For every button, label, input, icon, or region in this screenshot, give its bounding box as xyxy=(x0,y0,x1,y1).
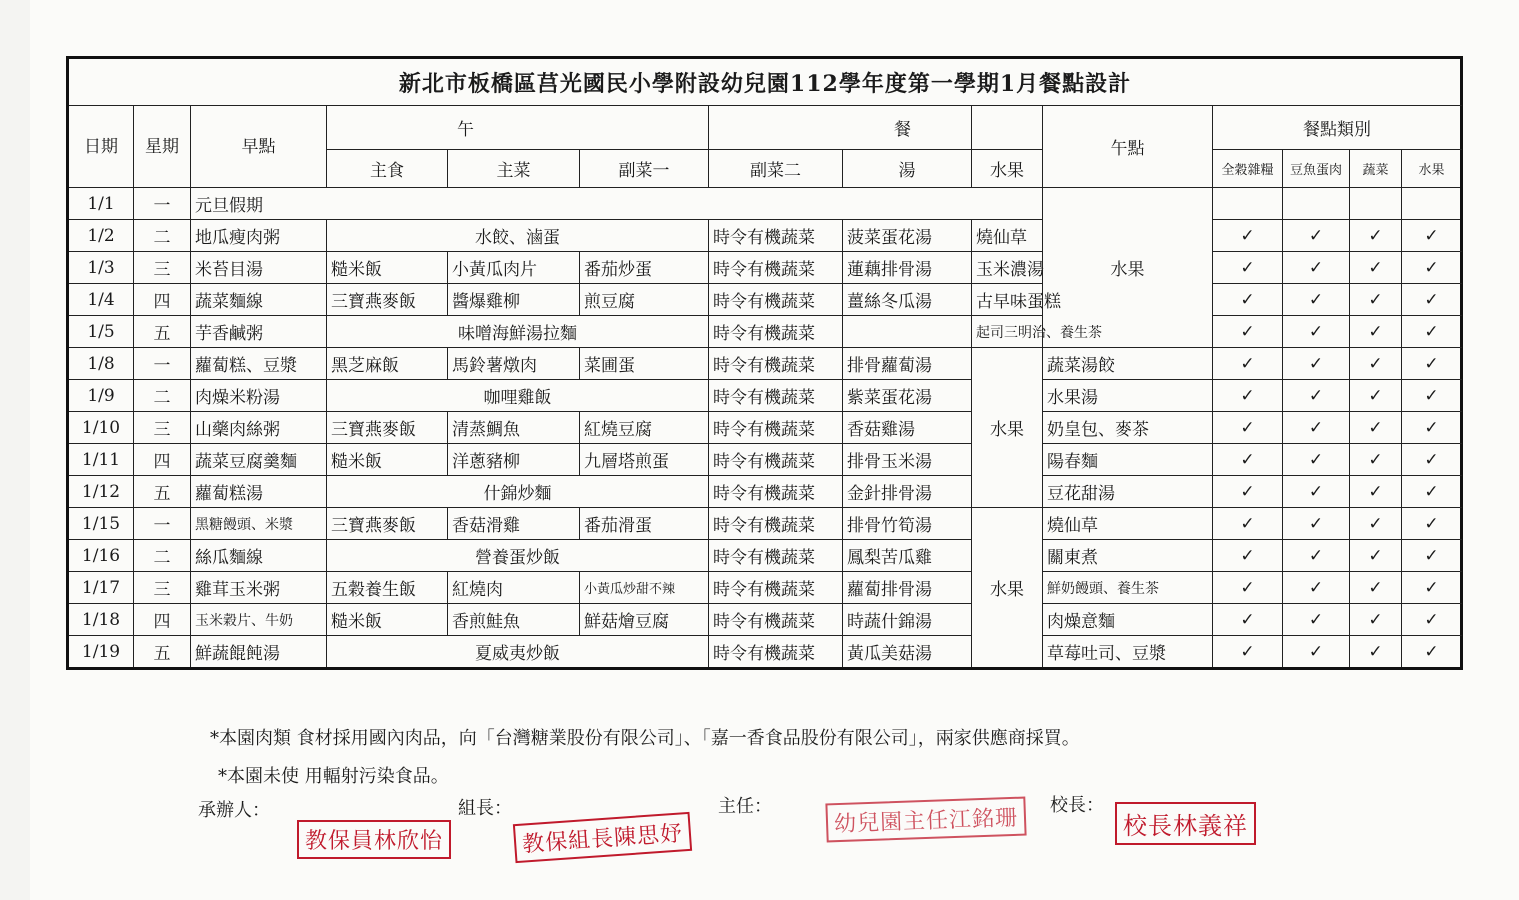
soup-cell: 鳳梨苦瓜雞 xyxy=(843,540,972,572)
side2-cell: 時令有機蔬菜 xyxy=(709,636,843,669)
breakfast-cell: 地瓜瘦肉粥 xyxy=(191,220,327,252)
date-cell: 1/2 xyxy=(68,220,134,252)
weekday-cell: 三 xyxy=(134,572,191,604)
check-protein: ✓ xyxy=(1283,604,1350,636)
check-protein: ✓ xyxy=(1283,476,1350,508)
check-veg: ✓ xyxy=(1350,636,1402,669)
weekday-cell: 三 xyxy=(134,252,191,284)
check-grain: ✓ xyxy=(1213,604,1283,636)
staple-cell: 糙米飯 xyxy=(327,604,448,636)
main-dish-cell: 醬爆雞柳 xyxy=(448,284,580,316)
check-protein: ✓ xyxy=(1283,444,1350,476)
header-lunch-right: 餐 xyxy=(709,106,972,150)
check-protein: ✓ xyxy=(1283,412,1350,444)
staple-cell: 黑芝麻飯 xyxy=(327,348,448,380)
breakfast-cell: 黑糖饅頭、米漿 xyxy=(191,508,327,540)
soup-cell: 香菇雞湯 xyxy=(843,412,972,444)
soup-cell: 蘿蔔排骨湯 xyxy=(843,572,972,604)
side1-cell: 番茄滑蛋 xyxy=(580,508,709,540)
check-fruit: ✓ xyxy=(1402,508,1462,540)
weekday-cell: 二 xyxy=(134,380,191,412)
snack-cell: 奶皇包、麥茶 xyxy=(1043,412,1213,444)
header-staple: 主食 xyxy=(327,150,448,188)
check-grain: ✓ xyxy=(1213,636,1283,669)
snack-cell: 草莓吐司、豆漿 xyxy=(1043,636,1213,669)
check-grain: ✓ xyxy=(1213,444,1283,476)
check-grain: ✓ xyxy=(1213,380,1283,412)
check-veg: ✓ xyxy=(1350,316,1402,348)
date-cell: 1/1 xyxy=(68,188,134,220)
snack-cell: 蔬菜湯餃 xyxy=(1043,348,1213,380)
check-fruit: ✓ xyxy=(1402,380,1462,412)
date-cell: 1/18 xyxy=(68,604,134,636)
snack-cell: 鮮奶饅頭、養生茶 xyxy=(1043,572,1213,604)
header-main-dish: 主菜 xyxy=(448,150,580,188)
check-protein: ✓ xyxy=(1283,284,1350,316)
soup-cell: 時蔬什錦湯 xyxy=(843,604,972,636)
side2-cell: 時令有機蔬菜 xyxy=(709,284,843,316)
stamp-director: 幼兒園主任江銘珊 xyxy=(825,797,1026,843)
page-title: 新北市板橋區莒光國民小學附設幼兒園112學年度第一學期1月餐點設計 xyxy=(68,58,1462,106)
side2-cell: 時令有機蔬菜 xyxy=(709,252,843,284)
table-row xyxy=(68,220,1462,252)
side2-cell: 時令有機蔬菜 xyxy=(709,508,843,540)
check-veg: ✓ xyxy=(1350,284,1402,316)
check-veg: ✓ xyxy=(1350,508,1402,540)
check-veg: ✓ xyxy=(1350,252,1402,284)
check-veg: ✓ xyxy=(1350,348,1402,380)
breakfast-cell: 蘿蔔糕、豆漿 xyxy=(191,348,327,380)
check-protein xyxy=(1350,188,1402,220)
director-label: 主任： xyxy=(718,796,772,817)
check-fruit: ✓ xyxy=(1402,572,1462,604)
side2-cell: 時令有機蔬菜 xyxy=(709,412,843,444)
check-fruit: ✓ xyxy=(1402,284,1462,316)
soup-cell: 蓮藕排骨湯 xyxy=(843,252,972,284)
weekday-cell: 四 xyxy=(134,284,191,316)
table-row xyxy=(68,188,1462,220)
soup-cell: 排骨蘿蔔湯 xyxy=(843,348,972,380)
check-grain: ✓ xyxy=(1213,348,1283,380)
main-dish-cell: 馬鈴薯燉肉 xyxy=(448,348,580,380)
check-protein: ✓ xyxy=(1283,540,1350,572)
snack-cell: 古早味蛋糕 xyxy=(972,284,1043,316)
check-protein: ✓ xyxy=(1283,572,1350,604)
merged-lunch-cell: 水餃、滷蛋 xyxy=(327,220,709,252)
snack-cell: 關東煮 xyxy=(1043,540,1213,572)
leader-label: 組長： xyxy=(458,798,512,819)
check-grain: ✓ xyxy=(1213,540,1283,572)
check-veg: ✓ xyxy=(1350,444,1402,476)
weekday-cell: 三 xyxy=(134,412,191,444)
breakfast-cell: 蘿蔔糕湯 xyxy=(191,476,327,508)
snack-cell: 陽春麵 xyxy=(1043,444,1213,476)
table-row xyxy=(68,380,1462,412)
date-cell: 1/19 xyxy=(68,636,134,669)
breakfast-cell: 雞茸玉米粥 xyxy=(191,572,327,604)
side2-cell: 時令有機蔬菜 xyxy=(709,540,843,572)
check-fruit: ✓ xyxy=(1402,412,1462,444)
merged-lunch-cell: 味噌海鮮湯拉麵 xyxy=(327,316,709,348)
check-fruit: ✓ xyxy=(1402,444,1462,476)
check-fruit: ✓ xyxy=(1402,604,1462,636)
date-cell: 1/12 xyxy=(68,476,134,508)
merged-lunch-cell: 夏威夷炒飯 xyxy=(327,636,709,669)
side2-cell: 時令有機蔬菜 xyxy=(709,380,843,412)
soup-cell xyxy=(843,316,972,348)
check-protein: ✓ xyxy=(1283,316,1350,348)
header-date: 日期 xyxy=(68,106,134,188)
meal-rows xyxy=(68,188,1462,669)
stamp-leader: 教保組長陳思妤 xyxy=(513,812,692,863)
header-cat-fruit: 水果 xyxy=(1402,150,1462,188)
side1-cell: 番茄炒蛋 xyxy=(580,252,709,284)
side1-cell: 煎豆腐 xyxy=(580,284,709,316)
snack-cell xyxy=(1213,188,1283,220)
header-lunch-left: 午 xyxy=(327,106,709,150)
handler-label: 承辦人： xyxy=(198,800,270,821)
side2-cell: 時令有機蔬菜 xyxy=(709,604,843,636)
stamp-handler: 教保員林欣怡 xyxy=(297,820,451,859)
check-veg: ✓ xyxy=(1350,476,1402,508)
side1-cell: 紅燒豆腐 xyxy=(580,412,709,444)
main-dish-cell: 紅燒肉 xyxy=(448,572,580,604)
date-cell: 1/3 xyxy=(68,252,134,284)
check-protein: ✓ xyxy=(1283,636,1350,669)
check-veg: ✓ xyxy=(1350,604,1402,636)
soup-cell: 排骨玉米湯 xyxy=(843,444,972,476)
staple-cell: 五穀養生飯 xyxy=(327,572,448,604)
check-grain: ✓ xyxy=(1213,508,1283,540)
snack-cell: 玉米濃湯 xyxy=(972,252,1043,284)
merged-lunch-cell: 營養蛋炒飯 xyxy=(327,540,709,572)
breakfast-cell: 芋香鹹粥 xyxy=(191,316,327,348)
check-veg: ✓ xyxy=(1350,380,1402,412)
check-fruit: ✓ xyxy=(1402,636,1462,669)
staple-cell: 三寶燕麥飯 xyxy=(327,412,448,444)
breakfast-cell: 鮮蔬餛飩湯 xyxy=(191,636,327,669)
table-row xyxy=(68,540,1462,572)
header-breakfast: 早點 xyxy=(191,106,327,188)
staple-cell: 糙米飯 xyxy=(327,252,448,284)
soup-cell: 排骨竹筍湯 xyxy=(843,508,972,540)
weekday-cell: 五 xyxy=(134,636,191,669)
merged-lunch-cell: 咖哩雞飯 xyxy=(327,380,709,412)
breakfast-cell: 蔬菜麵線 xyxy=(191,284,327,316)
check-fruit: ✓ xyxy=(1402,252,1462,284)
check-protein: ✓ xyxy=(1283,508,1350,540)
staple-cell: 三寶燕麥飯 xyxy=(327,284,448,316)
check-grain: ✓ xyxy=(1213,572,1283,604)
check-grain: ✓ xyxy=(1213,476,1283,508)
check-protein: ✓ xyxy=(1283,252,1350,284)
table-row xyxy=(68,316,1462,348)
soup-cell: 菠菜蛋花湯 xyxy=(843,220,972,252)
table-row xyxy=(68,284,1462,316)
weekday-cell: 四 xyxy=(134,604,191,636)
check-protein: ✓ xyxy=(1283,348,1350,380)
check-fruit: ✓ xyxy=(1402,316,1462,348)
header-cat-protein: 豆魚蛋肉 xyxy=(1283,150,1350,188)
side2-cell: 時令有機蔬菜 xyxy=(709,316,843,348)
note-radiation: *本園未使 用輻射污染食品。 xyxy=(218,766,449,787)
snack-cell: 燒仙草 xyxy=(972,220,1043,252)
weekday-cell: 一 xyxy=(134,348,191,380)
side2-cell: 時令有機蔬菜 xyxy=(709,220,843,252)
check-veg xyxy=(1402,188,1462,220)
main-dish-cell: 香菇滑雞 xyxy=(448,508,580,540)
side1-cell: 小黃瓜炒甜不辣 xyxy=(580,572,709,604)
header-category: 餐點類別 xyxy=(1213,106,1462,150)
check-grain xyxy=(1283,188,1350,220)
side2-cell: 時令有機蔬菜 xyxy=(709,348,843,380)
side2-cell: 時令有機蔬菜 xyxy=(709,572,843,604)
snack-cell: 起司三明治、養生茶 xyxy=(972,316,1043,348)
date-cell: 1/16 xyxy=(68,540,134,572)
table-row xyxy=(68,348,1462,380)
header-side2: 副菜二 xyxy=(709,150,843,188)
check-fruit: ✓ xyxy=(1402,220,1462,252)
weekday-cell: 五 xyxy=(134,476,191,508)
date-cell: 1/17 xyxy=(68,572,134,604)
date-cell: 1/5 xyxy=(68,316,134,348)
breakfast-cell: 肉燥米粉湯 xyxy=(191,380,327,412)
date-cell: 1/10 xyxy=(68,412,134,444)
date-cell: 1/8 xyxy=(68,348,134,380)
check-fruit: ✓ xyxy=(1402,540,1462,572)
main-dish-cell: 洋蔥豬柳 xyxy=(448,444,580,476)
side1-cell: 鮮菇燴豆腐 xyxy=(580,604,709,636)
side2-cell: 時令有機蔬菜 xyxy=(709,444,843,476)
header-cat-veg: 蔬菜 xyxy=(1350,150,1402,188)
check-grain: ✓ xyxy=(1213,412,1283,444)
check-grain: ✓ xyxy=(1213,316,1283,348)
weekday-cell: 一 xyxy=(134,188,191,220)
check-protein: ✓ xyxy=(1283,220,1350,252)
check-fruit: ✓ xyxy=(1402,476,1462,508)
snack-cell: 肉燥意麵 xyxy=(1043,604,1213,636)
staple-cell: 三寶燕麥飯 xyxy=(327,508,448,540)
weekday-cell: 二 xyxy=(134,540,191,572)
check-veg: ✓ xyxy=(1350,540,1402,572)
check-grain: ✓ xyxy=(1213,252,1283,284)
main-dish-cell: 清蒸鯛魚 xyxy=(448,412,580,444)
main-dish-cell: 小黃瓜肉片 xyxy=(448,252,580,284)
side2-cell: 時令有機蔬菜 xyxy=(709,476,843,508)
table-row xyxy=(68,476,1462,508)
check-grain: ✓ xyxy=(1213,284,1283,316)
meal-plan-table xyxy=(66,56,1463,670)
header-fruit: 水果 xyxy=(972,150,1043,188)
table-row xyxy=(68,508,1462,540)
note-meat-source: *本園肉類 食材採用國內肉品，向「台灣糖業股份有限公司」、「嘉一香食品股份有限公司」，兩家供應商採買。 xyxy=(210,728,1080,749)
side1-cell: 菜圃蛋 xyxy=(580,348,709,380)
weekday-cell: 二 xyxy=(134,220,191,252)
check-veg: ✓ xyxy=(1350,412,1402,444)
breakfast-cell: 元旦假期 xyxy=(191,188,1043,220)
side1-cell: 九層塔煎蛋 xyxy=(580,444,709,476)
stamp-principal: 校長林義祥 xyxy=(1115,802,1256,845)
soup-cell: 黃瓜美菇湯 xyxy=(843,636,972,669)
weekday-cell: 五 xyxy=(134,316,191,348)
table-row xyxy=(68,252,1462,284)
breakfast-cell: 山藥肉絲粥 xyxy=(191,412,327,444)
snack-cell: 水果湯 xyxy=(1043,380,1213,412)
date-cell: 1/15 xyxy=(68,508,134,540)
breakfast-cell: 絲瓜麵線 xyxy=(191,540,327,572)
date-cell: 1/11 xyxy=(68,444,134,476)
staple-cell: 糙米飯 xyxy=(327,444,448,476)
header-cat-grain: 全穀雜糧 xyxy=(1213,150,1283,188)
snack-cell: 燒仙草 xyxy=(1043,508,1213,540)
date-cell: 1/4 xyxy=(68,284,134,316)
weekday-cell: 四 xyxy=(134,444,191,476)
date-cell: 1/9 xyxy=(68,380,134,412)
header-weekday: 星期 xyxy=(134,106,191,188)
table-row xyxy=(68,444,1462,476)
snack-cell: 豆花甜湯 xyxy=(1043,476,1213,508)
fruit-cell: 水果 xyxy=(972,508,1043,669)
check-veg: ✓ xyxy=(1350,220,1402,252)
soup-cell: 紫菜蛋花湯 xyxy=(843,380,972,412)
soup-cell: 金針排骨湯 xyxy=(843,476,972,508)
table-row xyxy=(68,604,1462,636)
main-dish-cell: 香煎鮭魚 xyxy=(448,604,580,636)
check-veg: ✓ xyxy=(1350,572,1402,604)
fruit-cell: 水果 xyxy=(1043,188,1213,348)
breakfast-cell: 米苔目湯 xyxy=(191,252,327,284)
table-row xyxy=(68,572,1462,604)
breakfast-cell: 玉米穀片、牛奶 xyxy=(191,604,327,636)
fruit-cell: 水果 xyxy=(972,348,1043,508)
check-grain: ✓ xyxy=(1213,220,1283,252)
breakfast-cell: 蔬菜豆腐羹麵 xyxy=(191,444,327,476)
check-fruit: ✓ xyxy=(1402,348,1462,380)
principal-label: 校長： xyxy=(1050,795,1104,816)
merged-lunch-cell: 什錦炒麵 xyxy=(327,476,709,508)
header-snack: 午點 xyxy=(1043,106,1213,188)
weekday-cell: 一 xyxy=(134,508,191,540)
header-soup: 湯 xyxy=(843,150,972,188)
table-row xyxy=(68,412,1462,444)
soup-cell: 薑絲冬瓜湯 xyxy=(843,284,972,316)
table-row xyxy=(68,636,1462,669)
check-protein: ✓ xyxy=(1283,380,1350,412)
header-side1: 副菜一 xyxy=(580,150,709,188)
